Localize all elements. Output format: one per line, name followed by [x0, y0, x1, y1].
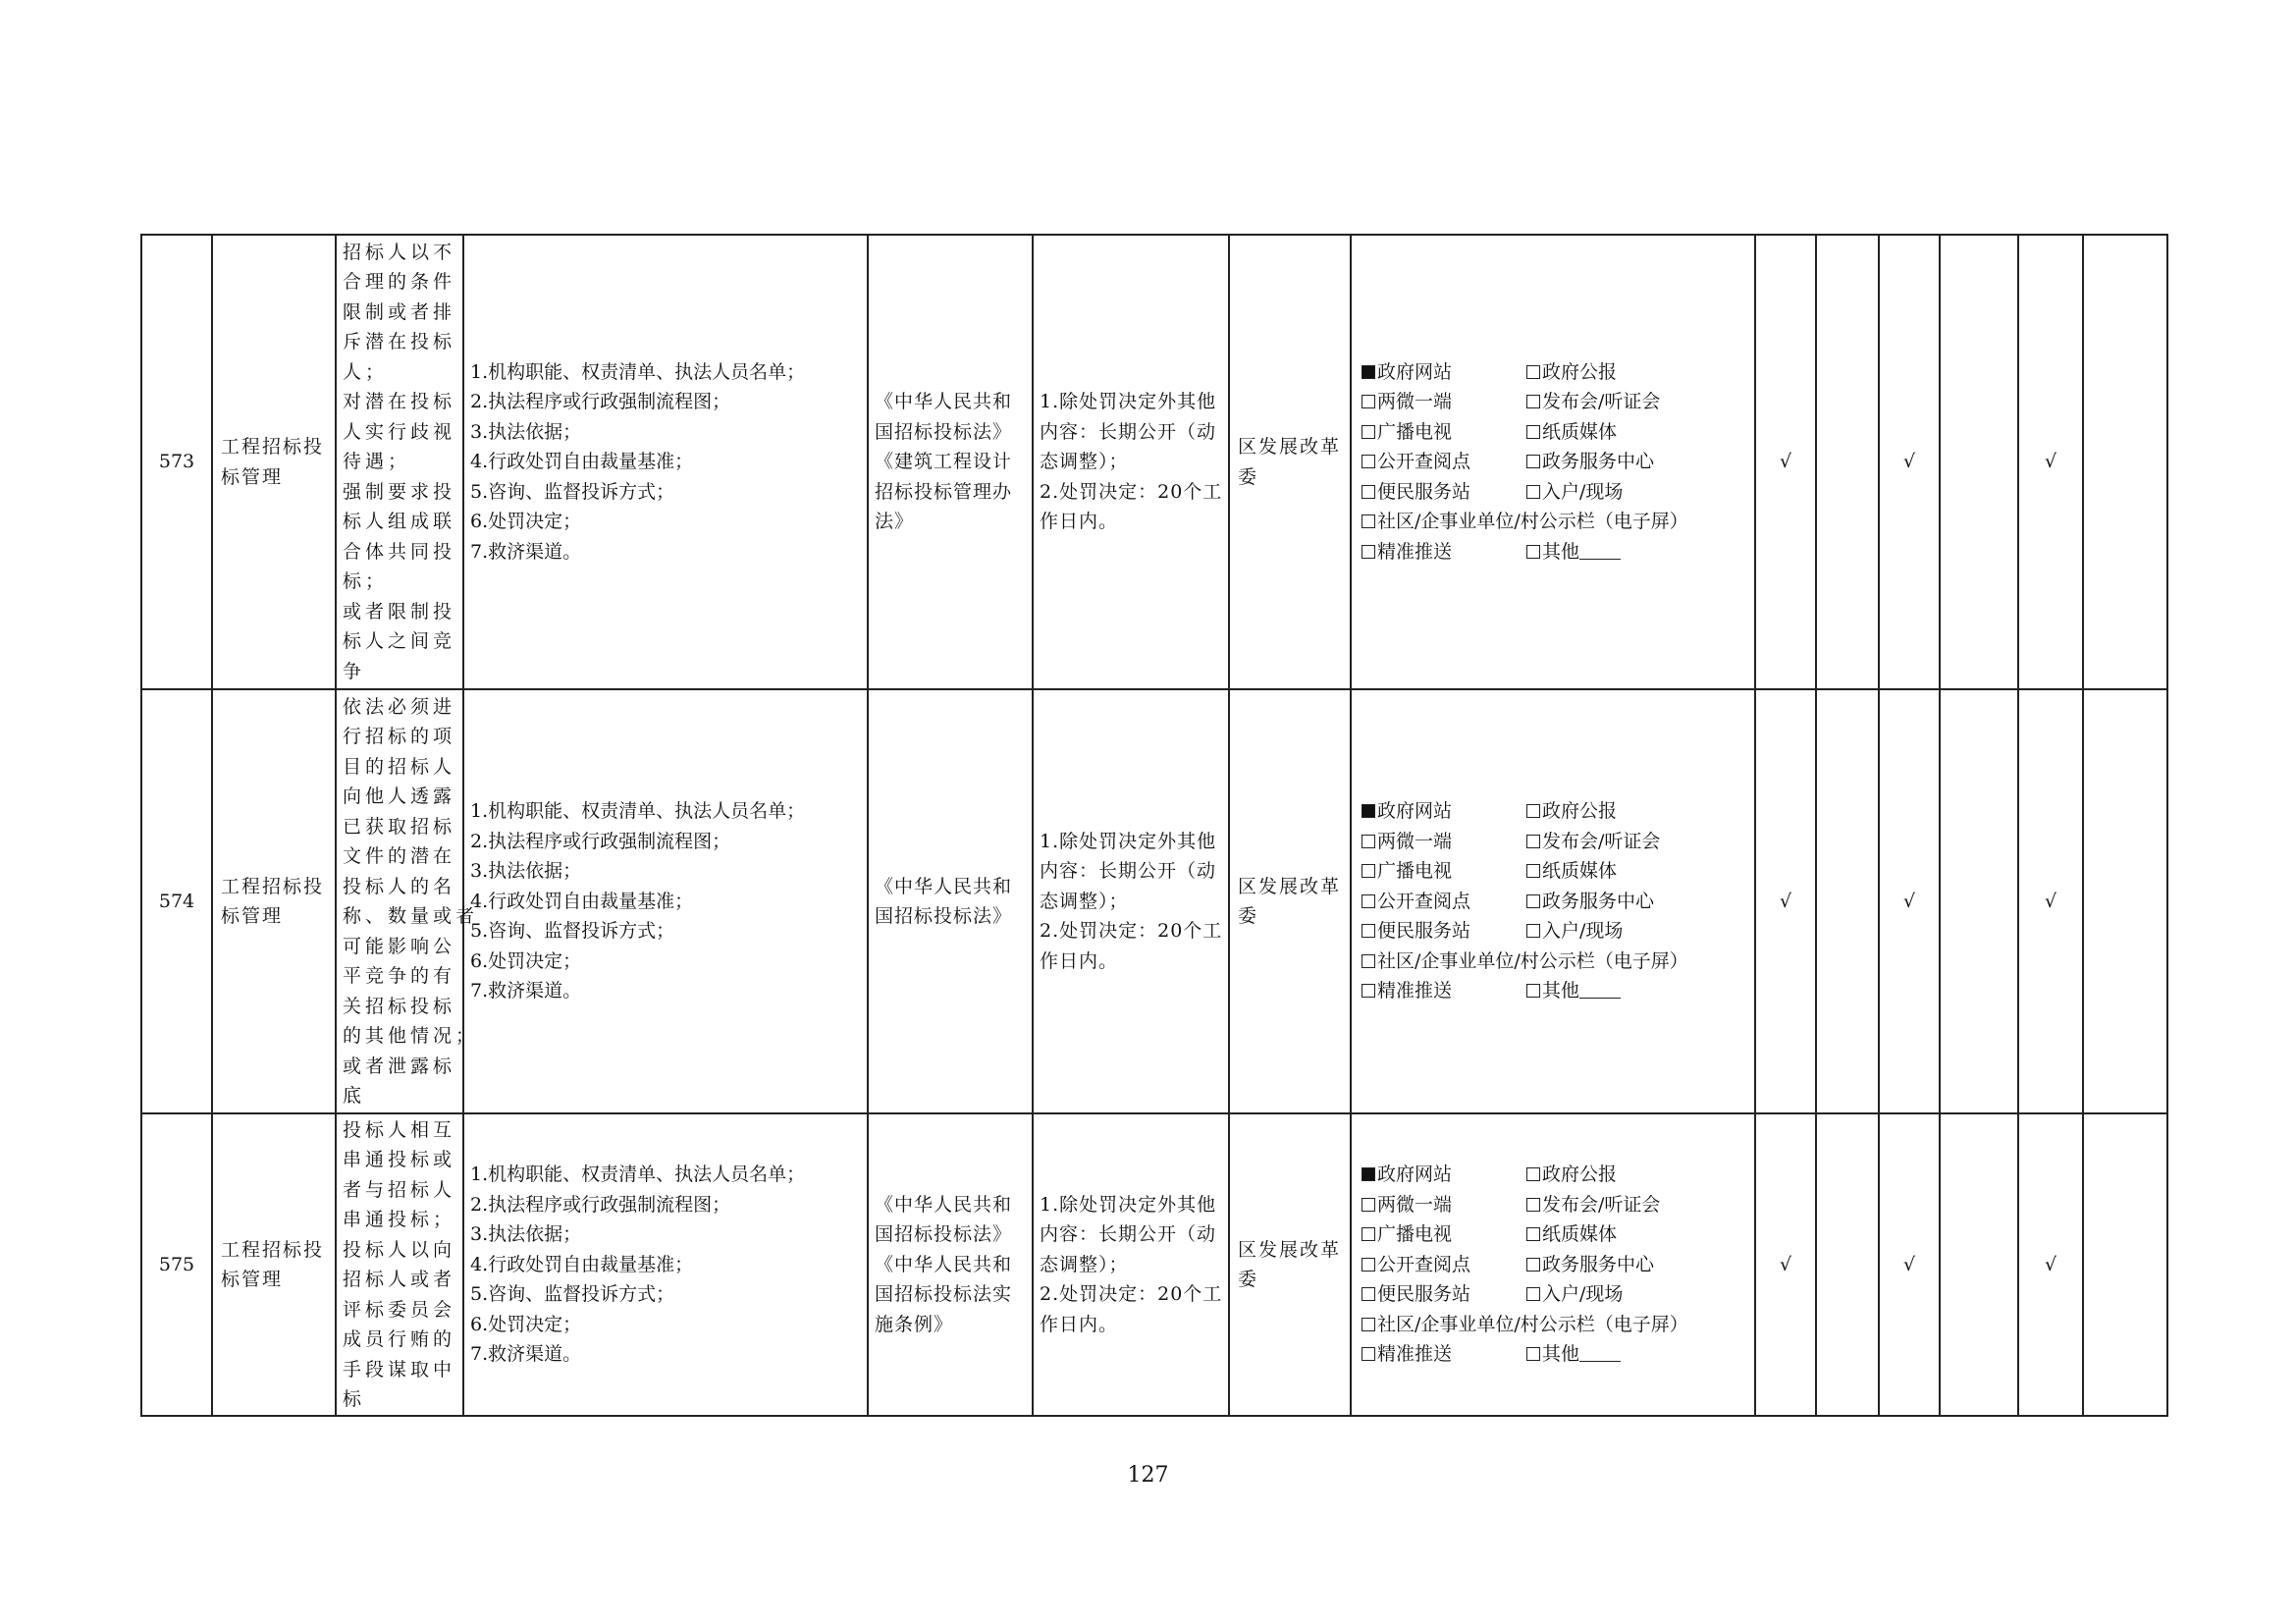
- channel-row: [1362, 1279, 1744, 1310]
- unchecked-box-icon: [1362, 1227, 1375, 1241]
- content-cell: [463, 689, 868, 1113]
- unchecked-box-icon: [1526, 1347, 1540, 1361]
- content-line: 4.行政处罚自由裁量基准；: [470, 1253, 694, 1275]
- unchecked-box-icon: [1362, 835, 1375, 848]
- item-line: 标管理: [221, 465, 284, 488]
- channel-row: [1362, 887, 1744, 917]
- content-line: 1.机构职能、权责清单、执法人员名单；: [470, 800, 806, 823]
- item-line: 工程招标投: [221, 875, 325, 897]
- channel-row: [1362, 1160, 1744, 1190]
- unchecked-box-icon: [1362, 1287, 1375, 1301]
- check-mark-cell: [1816, 689, 1879, 1113]
- unchecked-box-icon: [1526, 864, 1540, 878]
- description-line: 向他人透露: [343, 785, 456, 807]
- unchecked-box-icon: [1362, 894, 1375, 908]
- channel-option: [1526, 537, 1621, 568]
- description-line: 成员行贿的: [343, 1328, 456, 1350]
- content-line: 1.机构职能、权责清单、执法人员名单；: [470, 1164, 806, 1186]
- page-number: 127: [1127, 1463, 1169, 1488]
- channel-row: [1362, 507, 1744, 537]
- unchecked-box-icon: [1526, 485, 1540, 499]
- table-row: [141, 1113, 2167, 1416]
- channel-row: [1362, 1219, 1744, 1250]
- fill-in-blank: [1579, 984, 1621, 999]
- description-line: 或者限制投: [343, 600, 456, 623]
- channel-label: 发布会/听证会: [1542, 830, 1661, 852]
- channel-option: [1362, 856, 1526, 887]
- basis-cell: [868, 689, 1033, 1113]
- row-number: 575: [141, 1113, 212, 1416]
- description-line: 手段谋取中: [343, 1358, 456, 1380]
- content-line: 3.执法依据；: [470, 860, 582, 883]
- unchecked-box-icon: [1526, 924, 1540, 938]
- unchecked-box-icon: [1526, 365, 1540, 379]
- channel-label: 入户/现场: [1542, 480, 1624, 503]
- channel-row: [1362, 827, 1744, 857]
- description-cell: [336, 689, 479, 1113]
- timing-line: 作日内。: [1040, 949, 1119, 972]
- check-mark-cell: [1816, 235, 1879, 689]
- content-line: 4.行政处罚自由裁量基准；: [470, 890, 694, 912]
- unchecked-box-icon: [1362, 514, 1375, 528]
- unchecked-box-icon: [1362, 1318, 1375, 1331]
- check-mark-cell: √: [2018, 1113, 2083, 1416]
- channel-option: [1362, 1279, 1526, 1310]
- description-line: 斥潜在投标: [343, 331, 456, 353]
- channel-label: 精准推送: [1377, 540, 1453, 563]
- channel-label: 广播电视: [1377, 420, 1453, 443]
- channel-option: [1526, 1339, 1621, 1370]
- channel-label: 政府公报: [1542, 800, 1618, 823]
- channel-option: [1362, 387, 1526, 417]
- description-line: 者与招标人: [343, 1178, 456, 1201]
- channel-label: 两微一端: [1377, 1193, 1453, 1216]
- content-line: 6.处罚决定；: [470, 949, 582, 972]
- description-line: 目的招标人: [343, 755, 456, 778]
- channel-option: [1362, 976, 1526, 1006]
- channel-label: 广播电视: [1377, 860, 1453, 883]
- unchecked-box-icon: [1362, 425, 1375, 439]
- channel-label: 政府公报: [1542, 1164, 1618, 1186]
- channel-label: 政府网站: [1377, 1164, 1453, 1186]
- basis-line: 国招标投标法》: [875, 1223, 1013, 1246]
- description-line: 关招标投标: [343, 995, 456, 1017]
- channel-label: 社区/企事业单位/村公示栏（电子屏）: [1377, 949, 1688, 972]
- basis-line: 国招标投标法》: [875, 420, 1013, 443]
- content-line: 7.救济渠道。: [470, 540, 582, 563]
- description-line: 争: [343, 660, 366, 682]
- channel-row: [1362, 796, 1744, 827]
- description-line: 或者泄露标: [343, 1055, 456, 1077]
- unchecked-box-icon: [1526, 1167, 1540, 1181]
- channel-row: [1362, 916, 1744, 947]
- description-line: 投标人相互: [343, 1118, 456, 1141]
- description-line: 可能影响公: [343, 935, 456, 957]
- content-cell: [463, 235, 868, 689]
- unchecked-box-icon: [1526, 455, 1540, 468]
- unchecked-box-icon: [1362, 984, 1375, 998]
- channel-label: 精准推送: [1377, 980, 1453, 1002]
- content-line: 6.处罚决定；: [470, 1313, 582, 1335]
- channel-option: [1362, 827, 1526, 857]
- dept-line: 委: [1238, 905, 1259, 927]
- channel-row: [1362, 1310, 1744, 1340]
- unchecked-box-icon: [1362, 1198, 1375, 1212]
- item-cell: [212, 689, 336, 1113]
- unchecked-box-icon: [1526, 894, 1540, 908]
- channel-option: [1526, 417, 1617, 448]
- channel-option: [1526, 477, 1623, 508]
- description-line: 招标人或者: [343, 1269, 456, 1290]
- channel-label: 公开查阅点: [1377, 1253, 1471, 1275]
- channel-row: [1362, 947, 1744, 977]
- timing-line: 内容：长期公开（动: [1040, 420, 1217, 443]
- basis-line: 《中华人民共和: [875, 875, 1013, 897]
- channel-label: 入户/现场: [1542, 1283, 1624, 1306]
- channel-option: [1362, 477, 1526, 508]
- check-mark-cell: √: [1879, 689, 1940, 1113]
- channel-option: [1526, 387, 1660, 417]
- check-mark-cell: √: [2018, 689, 2083, 1113]
- channel-option: [1526, 796, 1617, 827]
- channel-option: [1362, 1219, 1526, 1250]
- description-line: 平竞争的有: [343, 965, 456, 987]
- content-line: 6.处罚决定；: [470, 511, 582, 533]
- channel-row: [1362, 357, 1744, 388]
- content-line: 5.咨询、监督投诉方式；: [470, 920, 675, 943]
- channel-option: [1362, 1190, 1526, 1220]
- unchecked-box-icon: [1526, 1198, 1540, 1212]
- check-mark-cell: [2083, 1113, 2167, 1416]
- check-mark-cell: √: [1755, 1113, 1816, 1416]
- description-line: 底: [343, 1085, 366, 1107]
- check-mark-cell: [1940, 235, 2018, 689]
- unchecked-box-icon: [1362, 1347, 1375, 1361]
- table-row: [141, 235, 2167, 689]
- description-line: 标人组成联: [343, 511, 456, 533]
- timing-line: 1.除处罚决定外其他: [1040, 830, 1217, 852]
- timing-line: 2.处罚决定：20个工: [1040, 920, 1223, 943]
- channel-row: [1362, 537, 1744, 568]
- channel-label: 发布会/听证会: [1542, 391, 1661, 413]
- check-mark-cell: √: [1879, 1113, 1940, 1416]
- channel-label: 广播电视: [1377, 1223, 1453, 1246]
- timing-line: 1.除处罚决定外其他: [1040, 1193, 1217, 1216]
- unchecked-box-icon: [1526, 1287, 1540, 1301]
- channel-option: [1526, 856, 1617, 887]
- unchecked-box-icon: [1362, 485, 1375, 499]
- channel-row: [1362, 1250, 1744, 1280]
- channel-label: 政府公报: [1542, 360, 1618, 383]
- channel-row: [1362, 477, 1744, 508]
- channel-option: [1526, 357, 1617, 388]
- basis-line: 《中华人民共和: [875, 1253, 1013, 1275]
- item-line: 标管理: [221, 1269, 284, 1290]
- channel-label: 政府网站: [1377, 360, 1453, 383]
- channel-label: 两微一端: [1377, 830, 1453, 852]
- channel-row: [1362, 417, 1744, 448]
- content-line: 7.救济渠道。: [470, 980, 582, 1002]
- channel-option: [1362, 507, 1688, 537]
- channel-label: 其他: [1542, 980, 1580, 1002]
- description-cell: [336, 1113, 463, 1416]
- timing-line: 2.处罚决定：20个工: [1040, 480, 1223, 503]
- unchecked-box-icon: [1526, 835, 1540, 848]
- dept-line: 区发展改革: [1238, 1238, 1342, 1261]
- description-line: 行招标的项: [343, 726, 456, 747]
- description-line: 评标委员会: [343, 1298, 456, 1321]
- description-cell: [336, 235, 463, 689]
- unchecked-box-icon: [1526, 984, 1540, 998]
- channel-option: [1526, 916, 1623, 947]
- unchecked-box-icon: [1362, 864, 1375, 878]
- channel-label: 入户/现场: [1542, 920, 1624, 943]
- checked-box-icon: [1362, 804, 1375, 818]
- description-line: 招标人以不: [343, 241, 456, 263]
- channel-label: 其他: [1542, 540, 1580, 563]
- fill-in-blank: [1579, 1347, 1621, 1362]
- content-line: 5.咨询、监督投诉方式；: [470, 1283, 675, 1306]
- description-line: 标: [343, 1388, 366, 1410]
- description-line: 限制或者排: [343, 300, 456, 323]
- basis-cell: [868, 235, 1033, 689]
- channel-label: 社区/企事业单位/村公示栏（电子屏）: [1377, 511, 1688, 533]
- description-line: 称、数量或者: [343, 905, 479, 927]
- content-line: 2.执法程序或行政强制流程图；: [470, 1193, 731, 1216]
- channel-label: 政务服务中心: [1542, 890, 1655, 912]
- channel-option: [1362, 1310, 1688, 1340]
- description-line: 串通投标或: [343, 1149, 456, 1170]
- channel-label: 发布会/听证会: [1542, 1193, 1661, 1216]
- channel-label: 纸质媒体: [1542, 1223, 1618, 1246]
- content-line: 1.机构职能、权责清单、执法人员名单；: [470, 360, 806, 383]
- unchecked-box-icon: [1362, 954, 1375, 968]
- channel-label: 社区/企事业单位/村公示栏（电子屏）: [1377, 1313, 1688, 1335]
- content-line: 3.执法依据；: [470, 420, 582, 443]
- content-line: 5.咨询、监督投诉方式；: [470, 480, 675, 503]
- basis-line: 招标投标管理办: [875, 480, 1013, 503]
- channel-option: [1526, 1219, 1617, 1250]
- channel-option: [1362, 796, 1526, 827]
- item-line: 工程招标投: [221, 1238, 325, 1261]
- basis-line: 国招标投标法》: [875, 905, 1013, 927]
- channel-option: [1362, 947, 1688, 977]
- description-line: 投标人的名: [343, 875, 456, 897]
- unchecked-box-icon: [1362, 1258, 1375, 1272]
- item-cell: [212, 235, 336, 689]
- channel-row: [1362, 1190, 1744, 1220]
- channel-option: [1526, 1190, 1660, 1220]
- basis-line: 《中华人民共和: [875, 1193, 1013, 1216]
- content-line: 3.执法依据；: [470, 1223, 582, 1246]
- dept-line: 区发展改革: [1238, 436, 1342, 458]
- channel-option: [1526, 1250, 1654, 1280]
- timing-cell: [1033, 1113, 1229, 1416]
- description-line: 投标人以向: [343, 1238, 456, 1261]
- content-line: 4.行政处罚自由裁量基准；: [470, 451, 694, 473]
- unchecked-box-icon: [1526, 1227, 1540, 1241]
- content-cell: [463, 1113, 868, 1416]
- basis-line: 《建筑工程设计: [875, 451, 1013, 473]
- channel-option: [1526, 1279, 1623, 1310]
- unchecked-box-icon: [1362, 455, 1375, 468]
- basis-line: 施条例》: [875, 1313, 954, 1335]
- channel-label: 政务服务中心: [1542, 451, 1655, 473]
- description-line: 的其他情况；: [343, 1025, 479, 1047]
- description-line: 强制要求投: [343, 480, 456, 503]
- table-row: [141, 689, 2167, 1113]
- unchecked-box-icon: [1526, 545, 1540, 559]
- channel-option: [1362, 537, 1526, 568]
- channel-option: [1526, 887, 1654, 917]
- description-line: 人；: [343, 360, 389, 383]
- channel-row: [1362, 1339, 1744, 1370]
- channel-label: 其他: [1542, 1343, 1580, 1366]
- dept-cell: [1229, 689, 1351, 1113]
- channel-label: 便民服务站: [1377, 1283, 1471, 1306]
- channel-option: [1362, 417, 1526, 448]
- unchecked-box-icon: [1526, 395, 1540, 408]
- fill-in-blank: [1579, 545, 1621, 560]
- check-mark-cell: [2083, 235, 2167, 689]
- description-line: 对潜在投标: [343, 391, 456, 413]
- check-mark-cell: √: [1755, 235, 1816, 689]
- unchecked-box-icon: [1526, 425, 1540, 439]
- dept-cell: [1229, 1113, 1351, 1416]
- channel-option: [1362, 887, 1526, 917]
- description-line: 待遇；: [343, 451, 411, 473]
- basis-line: 《中华人民共和: [875, 391, 1013, 413]
- basis-cell: [868, 1113, 1033, 1416]
- channel-option: [1526, 1160, 1617, 1190]
- item-cell: [212, 1113, 336, 1416]
- channel-row: [1362, 976, 1744, 1006]
- channel-option: [1526, 976, 1621, 1006]
- disclosure-table: [140, 234, 2168, 1417]
- check-mark-cell: [1940, 1113, 2018, 1416]
- timing-line: 1.除处罚决定外其他: [1040, 391, 1217, 413]
- dept-cell: [1229, 235, 1351, 689]
- check-mark-cell: [1940, 689, 2018, 1113]
- channel-label: 纸质媒体: [1542, 860, 1618, 883]
- check-mark-cell: √: [1755, 689, 1816, 1113]
- timing-cell: [1033, 689, 1229, 1113]
- row-number: 574: [141, 689, 212, 1113]
- channel-label: 两微一端: [1377, 391, 1453, 413]
- channel-row: [1362, 447, 1744, 477]
- checked-box-icon: [1362, 1167, 1375, 1181]
- timing-line: 内容：长期公开（动: [1040, 1223, 1217, 1246]
- item-line: 工程招标投: [221, 436, 325, 458]
- channel-option: [1362, 357, 1526, 388]
- description-line: 合体共同投: [343, 540, 456, 563]
- description-line: 串通投标；: [343, 1209, 456, 1230]
- timing-line: 态调整）；: [1040, 451, 1129, 473]
- timing-line: 作日内。: [1040, 511, 1119, 533]
- dept-line: 委: [1238, 1269, 1259, 1290]
- description-line: 人实行歧视: [343, 420, 456, 443]
- unchecked-box-icon: [1362, 924, 1375, 938]
- channel-option: [1362, 447, 1526, 477]
- checked-box-icon: [1362, 365, 1375, 379]
- timing-line: 作日内。: [1040, 1313, 1119, 1335]
- channels-cell: [1351, 235, 1755, 689]
- unchecked-box-icon: [1526, 804, 1540, 818]
- channel-label: 便民服务站: [1377, 480, 1471, 503]
- channel-row: [1362, 856, 1744, 887]
- dept-line: 区发展改革: [1238, 875, 1342, 897]
- timing-line: 态调整）；: [1040, 890, 1129, 912]
- content-line: 2.执法程序或行政强制流程图；: [470, 830, 731, 852]
- description-line: 已获取招标: [343, 815, 456, 838]
- unchecked-box-icon: [1362, 545, 1375, 559]
- channel-row: [1362, 387, 1744, 417]
- channel-option: [1526, 447, 1654, 477]
- content-line: 7.救济渠道。: [470, 1343, 582, 1366]
- row-number: 573: [141, 235, 212, 689]
- channel-option: [1526, 827, 1660, 857]
- channel-option: [1362, 1339, 1526, 1370]
- table-body: [141, 235, 2167, 1416]
- description-line: 标；: [343, 570, 389, 593]
- channels-cell: [1351, 689, 1755, 1113]
- channel-label: 公开查阅点: [1377, 451, 1471, 473]
- check-mark-cell: √: [1879, 235, 1940, 689]
- unchecked-box-icon: [1526, 1258, 1540, 1272]
- channel-label: 政府网站: [1377, 800, 1453, 823]
- timing-line: 态调整）；: [1040, 1253, 1129, 1275]
- timing-line: 2.处罚决定：20个工: [1040, 1283, 1223, 1306]
- basis-line: 法》: [875, 511, 915, 533]
- description-line: 文件的潜在: [343, 845, 456, 867]
- channel-label: 政务服务中心: [1542, 1253, 1655, 1275]
- check-mark-cell: [1816, 1113, 1879, 1416]
- channel-label: 公开查阅点: [1377, 890, 1471, 912]
- basis-line: 国招标投标法实: [875, 1283, 1013, 1306]
- channel-option: [1362, 916, 1526, 947]
- description-line: 合理的条件: [343, 271, 456, 294]
- channel-label: 纸质媒体: [1542, 420, 1618, 443]
- dept-line: 委: [1238, 465, 1259, 488]
- channel-option: [1362, 1250, 1526, 1280]
- item-line: 标管理: [221, 905, 284, 927]
- check-mark-cell: [2083, 689, 2167, 1113]
- description-line: 依法必须进: [343, 695, 456, 718]
- channel-option: [1362, 1160, 1526, 1190]
- timing-line: 内容：长期公开（动: [1040, 860, 1217, 883]
- timing-cell: [1033, 235, 1229, 689]
- channel-label: 精准推送: [1377, 1343, 1453, 1366]
- check-mark-cell: √: [2018, 235, 2083, 689]
- content-line: 2.执法程序或行政强制流程图；: [470, 391, 731, 413]
- channels-cell: [1351, 1113, 1755, 1416]
- unchecked-box-icon: [1362, 395, 1375, 408]
- description-line: 标人之间竞: [343, 630, 456, 653]
- channel-label: 便民服务站: [1377, 920, 1471, 943]
